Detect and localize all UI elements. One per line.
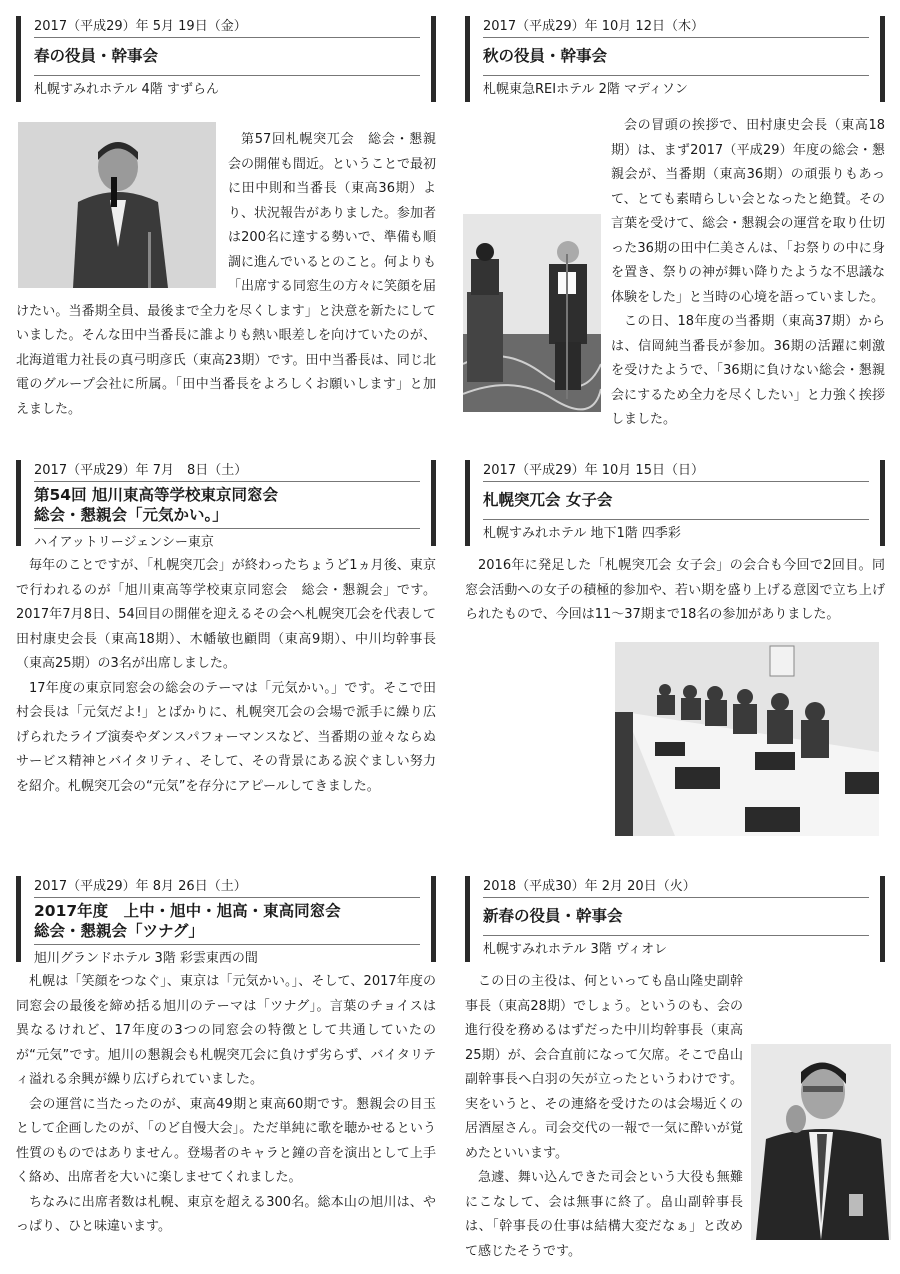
article-venue: 札幌東急REIホテル 2階 マディソン: [483, 82, 688, 97]
article-body: [16, 128, 436, 422]
article-title: 秋の役員・幹事会: [483, 38, 869, 76]
article-date: 2017（平成29）年 10月 12日（木）: [483, 16, 869, 38]
article-tokyo-alumni-meeting: [16, 460, 436, 799]
women-dining-table-photo: [615, 642, 879, 836]
article-title-line: 総会・懇親会「元気かい。」: [34, 506, 228, 524]
article-paragraph: この日、18年度の当番期（東高37期）からは、信岡純当番長が参加。36期の活躍に刺激を受けたようで、「36期に負けない総会・懇親会にするため全力を尽くしたい」と力強く挨拶しました。: [611, 314, 885, 427]
header-bar-left: [465, 16, 470, 102]
article-paragraph: 17年度の東京同窓会の総会のテーマは「元気かい。」です。そこで田村会長は「元気だよ!」とばかりに、札幌突兀会の会場で派手に繰り広げられたライブ演奏やダンスパフォーマンスなど、当番期の並々ならぬサービス精神とバイタリティ、そして、その背景にある涙ぐましい努力を紹介。札幌突兀会の“元気”を存分にアピールしてきました。: [16, 680, 436, 794]
article-paragraph: 2016年に発足した「札幌突兀会 女子会」の会合も今回で2回目。同窓会活動への女子の積極的参加や、若い期を盛り上げる意図で立ち上げられたもので、今回は11〜37期まで18名の参加がありました。: [465, 558, 885, 622]
article-body: [465, 554, 885, 628]
article-header: [16, 460, 436, 550]
article-date: 2017（平成29）年 8月 26日（土）: [34, 876, 420, 898]
article-paragraph: 急遽、舞い込んできた司会という大役も無難にこなして、会は無事に終了。畠山副幹事長は、「幹事長の仕事は結構大変だなぁ」と改めて感じたそうです。: [465, 1170, 743, 1259]
header-bar-right: [431, 460, 436, 546]
article-body: [465, 114, 885, 433]
article-header: [16, 16, 436, 102]
article-paragraph: この日の主役は、何といっても畠山隆史副幹事長（東高28期）でしょう。というのも、会の進行役を務めるはずだった中川均幹事長（東高25期）が、会合直前になって欠席。そこで畠山副幹事長へ白羽の矢が立ったというわけです。実をいうと、その連絡を受けたのは会場近くの居酒屋さん。司会交代の一報で一気に酔いが覚めたといいます。: [465, 974, 743, 1161]
header-bar-right: [880, 876, 885, 962]
article-paragraph: 札幌は「笑顔をつなぐ」、東京は「元気かい。」、そして、2017年度の同窓会の最後を締め括る旭川のテーマは「ツナグ」。言葉のチョイスは異なるけれど、17年度の3つの同窓会の特徴として共通していたのが“元気”です。旭川の懇親会も札幌突兀会に負けず劣らず、バイタリティ溢れる余興が繰り広げられていました。: [16, 974, 436, 1087]
article-spring-officers-meeting: [16, 16, 437, 417]
article-autumn-officers-meeting: [465, 16, 885, 433]
header-bar-left: [16, 16, 21, 102]
header-bar-left: [16, 460, 21, 546]
article-title: 新春の役員・幹事会: [483, 898, 869, 936]
article-title: 春の役員・幹事会: [34, 38, 420, 76]
speaker-at-podium-photo: [463, 214, 601, 412]
article-body: [16, 970, 436, 1240]
article-venue: 旭川グランドホテル 3階 彩雲東西の間: [34, 951, 258, 966]
header-bar-right: [880, 460, 885, 546]
article-date: 2017（平成29）年 5月 19日（金）: [34, 16, 420, 38]
header-bar-left: [16, 876, 21, 962]
article-paragraph: 会の冒頭の挨拶で、田村康史会長（東高18期）は、まず2017（平成29）年度の総会・懇親会が、当番期（東高36期）の頑張りもあって、とても素晴らしい会となったと絶賛。その言葉を受けて、総会・懇親会の運営を取り仕切った36期の田中仁美さんは、「お祭りの中に身を置き、祭りの神が舞い降りたような不思議な体験をした」と当時の心境を語っていました。: [611, 118, 885, 305]
article-date: 2017（平成29）年 10月 15日（日）: [483, 460, 869, 482]
article-venue: ハイアットリージェンシー東京: [34, 535, 214, 550]
article-title: [34, 898, 420, 945]
header-bar-right: [431, 16, 436, 102]
article-womens-meeting: [465, 460, 885, 628]
article-header: [465, 876, 885, 962]
article-asahikawa-alumni-meeting: [16, 876, 436, 1240]
article-paragraph: 毎年のことですが、「札幌突兀会」が終わったちょうど1ヵ月後、東京で行われるのが「旭川東高等学校東京同窓会 総会・懇親会」です。2017年7月8日、54回目の開催を迎えるその会へ札幌突兀会を代表して田村康史会長（東高18期）、木幡敏也顧問（東高9期）、中川均幹事長（東高25期）の3名が出席しました。: [16, 558, 436, 671]
article-title: [34, 482, 420, 529]
article-body: [16, 554, 436, 799]
header-bar-right: [880, 16, 885, 102]
article-venue: 札幌すみれホテル 3階 ヴィオレ: [483, 942, 668, 957]
article-paragraph: 会の運営に当たったのが、東高49期と東高60期です。懇親会の目玉として企画したのが、「のど自慢大会」。ただ単純に歌を聴かせるという性質のものではありません。登場者のキャラと鐘の音を演出として上手く絡め、出席者を大いに楽しませてくれました。: [16, 1096, 436, 1185]
header-bar-left: [465, 876, 470, 962]
article-venue: 札幌すみれホテル 地下1階 四季彩: [483, 526, 681, 541]
article-date: 2018（平成30）年 2月 20日（火）: [483, 876, 869, 898]
article-title-line: 総会・懇親会「ツナグ」: [34, 922, 204, 940]
article-paragraph: ちなみに出席者数は札幌、東京を超える300名。総本山の旭川は、やっぱり、ひと味違います。: [16, 1194, 436, 1234]
article-title-line: 2017年度 上中・旭中・旭高・東高同窓会: [34, 902, 341, 920]
header-bar-right: [431, 876, 436, 962]
photo-wrap-spacer: [16, 128, 228, 296]
man-with-glass-photo: [751, 1044, 891, 1240]
article-header: [465, 460, 885, 546]
article-title-line: 第54回 旭川東高等学校東京同窓会: [34, 486, 278, 504]
article-header: [16, 876, 436, 966]
header-bar-left: [465, 460, 470, 546]
article-paragraph: 第57回札幌突兀会 総会・懇親会の開催も間近。ということで最初に田中則和当番長（東高36期）より、状況報告がありました。参加者は200名に達する勢いで、準備も順調に進んでいるとのこと。何よりも「出席する同窓生の方々に笑顔を届けたい。当番期全員、最後まで全力を尽くします」と決意を新たにしていました。そんな田中当番長に誰よりも熱い眼差しを向けていたのが、北海道電力社長の真弓明彦氏（東高23期）です。田中当番長は、同じ北電のグループ会社に所属。「田中当番長をよろしくお願いします」と加えました。: [16, 132, 437, 417]
article-header: [465, 16, 885, 102]
article-body: [465, 970, 885, 1264]
article-title: 札幌突兀会 女子会: [483, 482, 869, 520]
article-venue: 札幌すみれホテル 4階 すずらん: [34, 82, 220, 97]
article-new-year-officers-meeting: [465, 876, 885, 1264]
article-date: 2017（平成29）年 7月 8日（土）: [34, 460, 420, 482]
